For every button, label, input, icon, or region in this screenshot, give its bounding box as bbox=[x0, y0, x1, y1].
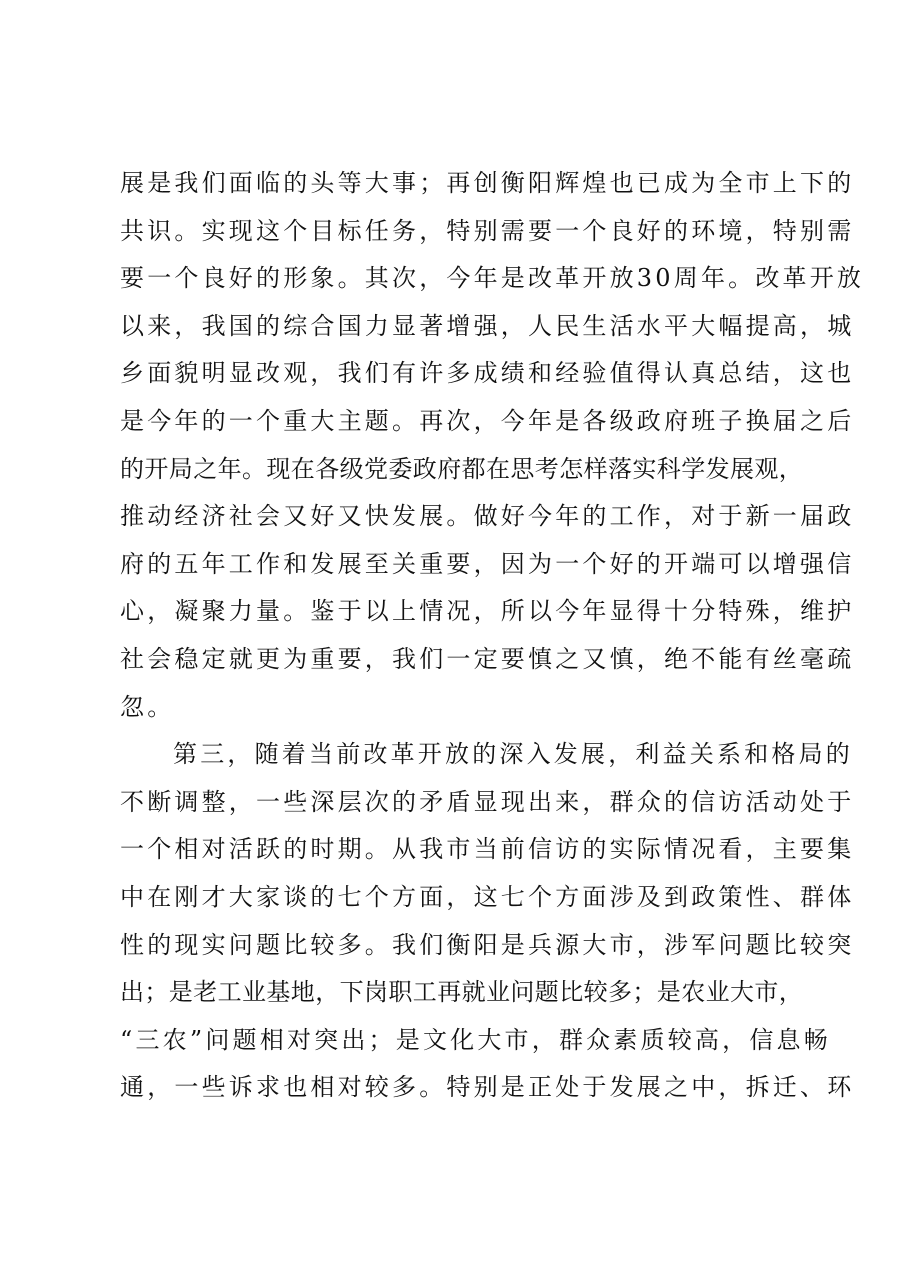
text-line: 一个相对活跃的时期。从我市当前信访的实际情况看，主要集 bbox=[120, 835, 855, 864]
text-line: 不断调整，一些深层次的矛盾显现出来，群众的信访活动处于 bbox=[120, 787, 855, 816]
text-line: 性的现实问题比较多。我们衡阳是兵源大市，涉军问题比较突 bbox=[120, 930, 855, 959]
text-line: 府的五年工作和发展至关重要，因为一个好的开端可以增强信 bbox=[120, 549, 855, 578]
text-line: 是今年的一个重大主题。再次，今年是各级政府班子换届之后 bbox=[120, 406, 855, 435]
text-line: 以来，我国的综合国力显著增强，人民生活水平大幅提高，城 bbox=[120, 311, 855, 340]
text-line: 推动经济社会又好又快发展。做好今年的工作，对于新一届政 bbox=[120, 502, 855, 531]
text-line: 通，一些诉求也相对较多。特别是正处于发展之中，拆迁、环 bbox=[120, 1073, 855, 1102]
text-line: 要一个良好的形象。其次，今年是改革开放30周年。改革开放 bbox=[120, 264, 865, 293]
text-line: “三农”问题相对突出；是文化大市，群众素质较高，信息畅 bbox=[120, 1025, 831, 1054]
text-line: 共识。实现这个目标任务，特别需要一个良好的环境，特别需 bbox=[120, 216, 855, 245]
paragraph-first-line: 第三，随着当前改革开放的深入发展，利益关系和格局的 bbox=[173, 740, 853, 769]
text-line: 乡面貌明显改观，我们有许多成绩和经验值得认真总结，这也 bbox=[120, 359, 855, 388]
text-line: 出；是老工业基地，下岗职工再就业问题比较多；是农业大市， bbox=[120, 978, 804, 1007]
text-line: 社会稳定就更为重要，我们一定要慎之又慎，绝不能有丝毫疏 bbox=[120, 644, 855, 673]
text-line: 展是我们面临的头等大事；再创衡阳辉煌也已成为全市上下的 bbox=[120, 169, 855, 197]
text-line: 中在刚才大家谈的七个方面，这七个方面涉及到政策性、群体 bbox=[120, 882, 855, 911]
text-line: 的开局之年。现在各级党委政府都在思考怎样落实科学发展观， bbox=[120, 454, 804, 483]
text-line: 忽。 bbox=[120, 692, 175, 721]
text-line: 心，凝聚力量。鉴于以上情况，所以今年显得十分特殊，维护 bbox=[120, 597, 855, 626]
body-text bbox=[120, 160, 865, 1112]
